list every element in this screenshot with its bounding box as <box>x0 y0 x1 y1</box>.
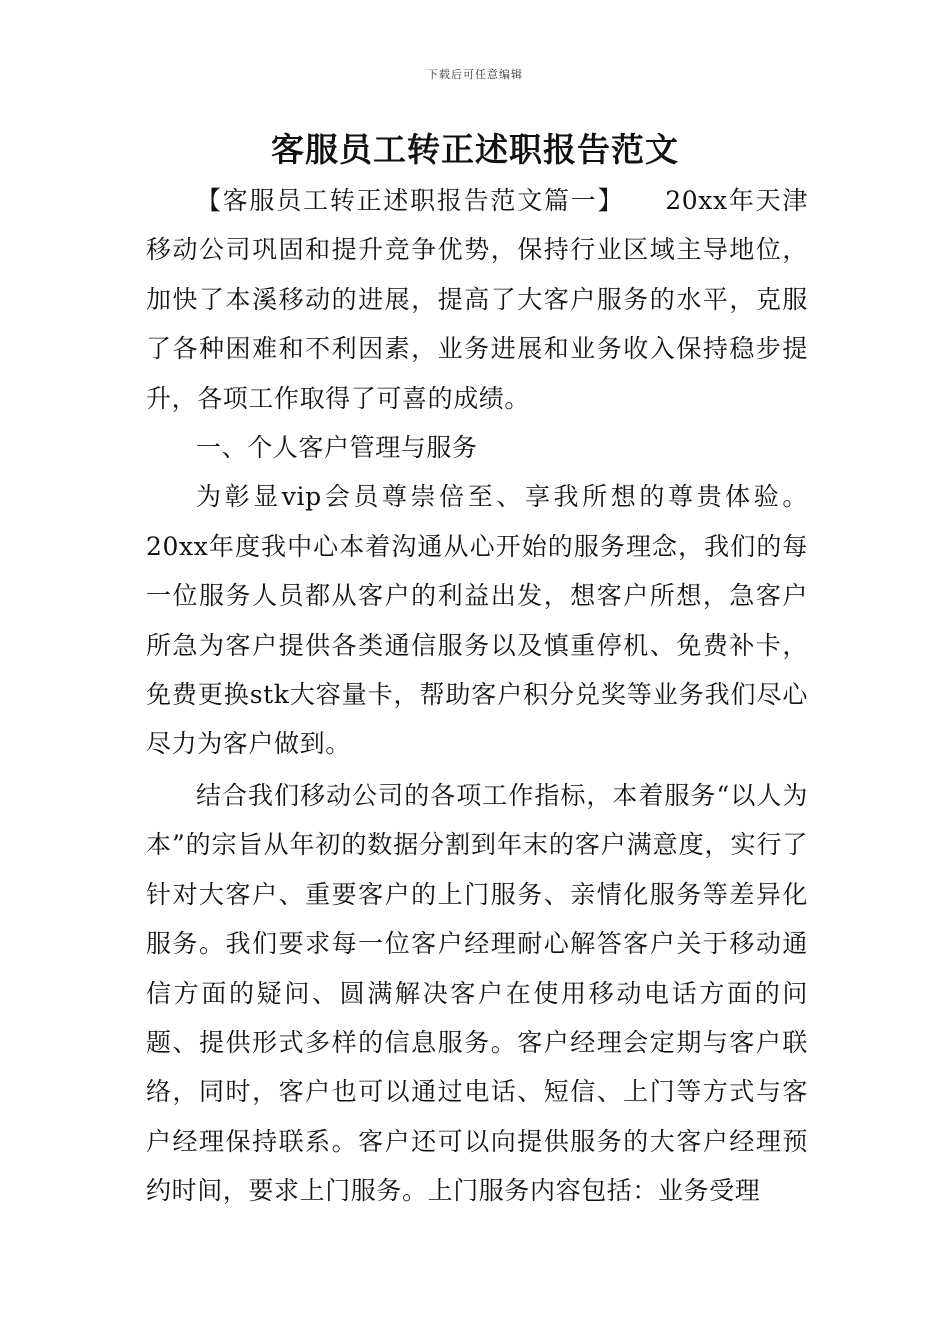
document-body <box>146 176 808 1216</box>
paragraph-vip: 为彰显vip会员尊崇倍至、享我所想的尊贵体验。20xx年度我中心本着沟通从心开始的服务理念，我们的每一位服务人员都从客户的利益出发，想客户所想，急客户所急为客户提供各类通信服务以及慎重停机、免费补卡，免费更换stk大容量卡，帮助客户积分兑奖等业务我们尽心尽力为客户做到。 <box>146 482 808 759</box>
paragraph-intro: 【客服员工转正述职报告范文篇一】 20xx年天津移动公司巩固和提升竞争优势，保持行业区域主导地位，加快了本溪移动的进展，提高了大客户服务的水平，克服了各种困难和不利因素，业务进展和业务收入保持稳步提升，各项工作取得了可喜的成绩。 <box>146 186 808 413</box>
section-heading-1: 一、个人客户管理与服务 <box>196 433 478 463</box>
document-title: 客服员工转正述职报告范文 <box>271 130 679 169</box>
header-note: 下载后可任意编辑 <box>427 68 523 81</box>
paragraph-service: 结合我们移动公司的各项工作指标，本着服务“以人为本”的宗旨从年初的数据分割到年末的客户满意度，实行了针对大客户、重要客户的上门服务、亲情化服务等差异化服务。我们要求每一位客户经理耐心解答客户关于移动通信方面的疑问、圆满解决客户在使用移动电话方面的问题、提供形式多样的信息服务。客户经理会定期与客户联络，同时，客户也可以通过电话、短信、上门等方式与客户经理保持联系。客户还可以向提供服务的大客户经理预约时间，要求上门服务。上门服务内容包括：业务受理 <box>146 780 808 1206</box>
